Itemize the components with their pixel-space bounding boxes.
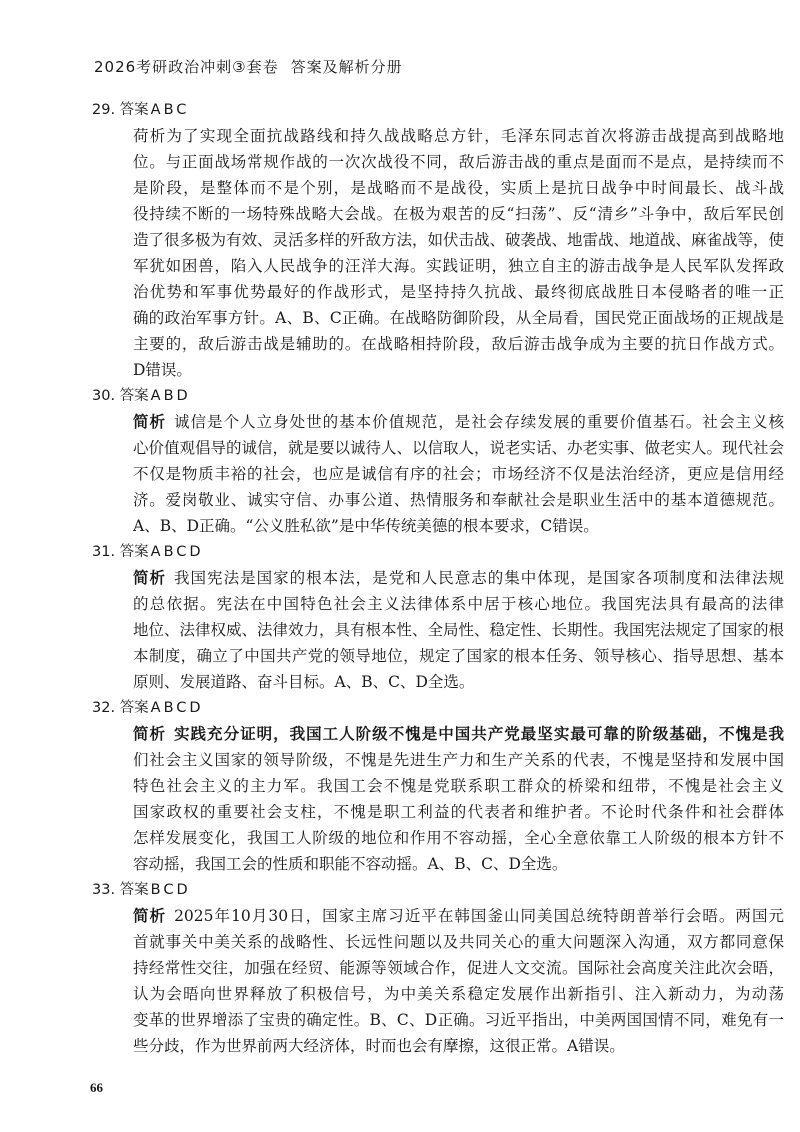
analysis-line [133, 955, 784, 981]
analysis-line [133, 461, 784, 487]
analysis-line [133, 513, 784, 539]
analysis-text: 2025年10月30日，国家主席习近平在韩国釜山同美国总统特朗普举行会晤。两国元 [174, 907, 784, 925]
analysis-text: 军犹如困兽，陷入人民战争的汪洋大海。实践证明，独立自主的游击战争是人民军队发挥政 [133, 257, 784, 275]
answer-heading [92, 97, 784, 123]
analysis-line [133, 409, 784, 435]
analysis-text: 国家政权的重要社会支柱，不愧是职工利益的代表者和维护者。不论时代条件和社会群体 [133, 803, 784, 821]
analysis-line [133, 799, 784, 825]
book-title: 2026考研政治冲刺③套卷 [94, 58, 279, 76]
analysis-text: 不仅是物质丰裕的社会，也应是诚信有序的社会；市场经济不仅是法治经济，更应是信用经 [133, 465, 784, 483]
analysis-text: 认为会晤向世界释放了积极信号，为中美关系稳定发展作出新指引、注入新动力，为动荡 [133, 985, 784, 1003]
analysis-text: 是阶段，是整体而不是个别，是战略而不是战役，实质上是抗日战争中时间最长、战斗战 [133, 179, 784, 197]
analysis-text: 造了很多极为有效、灵活多样的歼敌方法，如伏击战、破袭战、地雷战、地道战、麻雀战等，使 [133, 231, 784, 249]
analysis-line [133, 175, 784, 201]
answer-heading [92, 383, 784, 409]
analysis-text: 容动摇，我国工会的性质和职能不容动摇。A、B、C、D全选。 [133, 855, 568, 873]
answer-heading [92, 877, 784, 903]
analysis-line [133, 773, 784, 799]
answer-label: 答案 [119, 544, 149, 560]
analysis-text: 本制度，确立了中国共产党的领导地位，规定了国家的根本任务、领导核心、指导思想、基本 [133, 647, 784, 665]
answer-label: 答案 [119, 102, 149, 118]
analysis-label: 简析 [133, 724, 167, 743]
analysis-text: A、B、D正确。“公义胜私欲”是中华传统美德的根本要求，C错误。 [133, 517, 599, 535]
analysis-text: 特色社会主义的主力军。我国工会不愧是党联系职工群众的桥梁和纽带，不愧是社会主义 [133, 777, 784, 795]
answer-letters: ABCD [150, 544, 204, 560]
analysis-text: D错误。 [133, 361, 192, 379]
analysis-line [133, 279, 784, 305]
analysis-line [133, 851, 784, 877]
answer-letters: BCD [150, 882, 191, 898]
answer-item [92, 877, 784, 1059]
analysis-line [133, 825, 784, 851]
analysis-text: 首就事关中美关系的战略性、长远性问题以及共同关心的重大问题深入沟通，双方都同意保 [133, 933, 784, 951]
analysis-line [133, 149, 784, 175]
analysis-text: 我国宪法是国家的根本法，是党和人民意志的集中体现，是国家各项制度和法律法规 [174, 569, 784, 587]
analysis-text: 荷析为了实现全面抗战路线和持久战战略总方针，毛泽东同志首次将游击战提高到战略地 [133, 127, 784, 145]
analysis-text: 变革的世界增添了宝贵的确定性。B、C、D正确。习近平指出，中美两国国情不同，难免有一 [133, 1011, 784, 1029]
analysis-text: 役持续不断的一场特殊战略大会战。在极为艰苦的反“扫荡”、反“清乡”斗争中，敌后军民创 [133, 205, 784, 223]
analysis-text: 们社会主义国家的领导阶级，不愧是先进生产力和生产关系的代表，不愧是坚持和发展中国 [133, 751, 784, 769]
analysis-line [133, 435, 784, 461]
answer-item [92, 695, 784, 877]
answer-item [92, 383, 784, 539]
analysis-line [133, 305, 784, 331]
answer-label: 答案 [119, 882, 149, 898]
analysis-line [133, 721, 784, 747]
analysis-text: 实践充分证明，我国工人阶级不愧是中国共产党最坚实最可靠的阶级基础，不愧是我 [174, 724, 784, 743]
analysis-line [133, 617, 784, 643]
analysis-line [133, 643, 784, 669]
analysis-text: 持经常性交往，加强在经贸、能源等领域合作，促进人文交流。国际社会高度关注此次会晤， [133, 959, 784, 977]
analysis-text: 位。与正面战场常规作战的一次次战役不同，敌后游击战的重点是面而不是点，是持续而不 [133, 153, 784, 171]
analysis-text: 诚信是个人立身处世的基本价值规范，是社会存续发展的重要价值基石。社会主义核 [174, 413, 784, 431]
analysis-line [133, 903, 784, 929]
analysis-label: 简析 [133, 906, 167, 925]
question-number: 33. [92, 882, 116, 898]
question-number: 31. [92, 544, 116, 560]
question-number: 29. [92, 102, 116, 118]
analysis-line [133, 123, 784, 149]
analysis-text: 些分歧，作为世界前两大经济体，时而也会有摩擦，这很正常。A错误。 [133, 1037, 625, 1055]
analysis-text: 原则、发展道路、奋斗目标。A、B、C、D全选。 [133, 673, 475, 691]
answer-label: 答案 [119, 388, 149, 404]
answer-letters: ABCD [150, 700, 204, 716]
analysis-line [133, 1033, 784, 1059]
answer-letters: ABD [150, 388, 191, 404]
answer-heading [92, 695, 784, 721]
analysis-line [133, 747, 784, 773]
analysis-text: 济。爱岗敬业、诚实守信、办事公道、热情服务和奉献社会是职业生活中的基本道德规范。 [133, 491, 784, 509]
analysis-text: 心价值观倡导的诚信，就是要以诚待人、以信取人，说老实话、办老实事、做老实人。现代社会 [133, 439, 784, 457]
analysis-text: 的总依据。宪法在中国特色社会主义法律体系中居于核心地位。我国宪法具有最高的法律 [133, 595, 784, 613]
analysis-line [133, 201, 784, 227]
analysis-line [133, 357, 784, 383]
analysis-text: 治优势和军事优势最好的作战形式，是坚持持久抗战、最终彻底战胜日本侵略者的唯一正 [133, 283, 784, 301]
analysis-line [133, 981, 784, 1007]
analysis-label: 简析 [133, 412, 167, 431]
analysis-text: 地位、法律权威、法律效力，具有根本性、全局性、稳定性、长期性。我国宪法规定了国家的根 [133, 621, 784, 639]
answer-label: 答案 [119, 700, 149, 716]
analysis-label: 简析 [133, 568, 167, 587]
answer-item [92, 539, 784, 695]
analysis-line [133, 227, 784, 253]
page-number: 66 [90, 1080, 103, 1095]
book-subtitle: 答案及解析分册 [290, 58, 403, 76]
analysis-line [133, 591, 784, 617]
answer-list [92, 97, 784, 1059]
analysis-line [133, 929, 784, 955]
answer-letters: ABC [150, 102, 190, 118]
question-number: 32. [92, 700, 116, 716]
analysis-line [133, 487, 784, 513]
question-number: 30. [92, 388, 116, 404]
analysis-line [133, 1007, 784, 1033]
analysis-text: 怎样发展变化，我国工人阶级的地位和作用不容动摇，全心全意依靠工人阶级的根本方针不 [133, 829, 784, 847]
analysis-line [133, 253, 784, 279]
analysis-line [133, 669, 784, 695]
analysis-text: 确的政治军事方针。A、B、C正确。在战略防御阶段，从全局看，国民党正面战场的正规战是 [133, 309, 784, 327]
analysis-text: 主要的，敌后游击战是辅助的。在战略相持阶段，敌后游击战争成为主要的抗日作战方式。 [133, 335, 784, 353]
answer-heading [92, 539, 784, 565]
analysis-line [133, 565, 784, 591]
analysis-line [133, 331, 784, 357]
answer-item [92, 97, 784, 383]
page-header [94, 56, 403, 77]
